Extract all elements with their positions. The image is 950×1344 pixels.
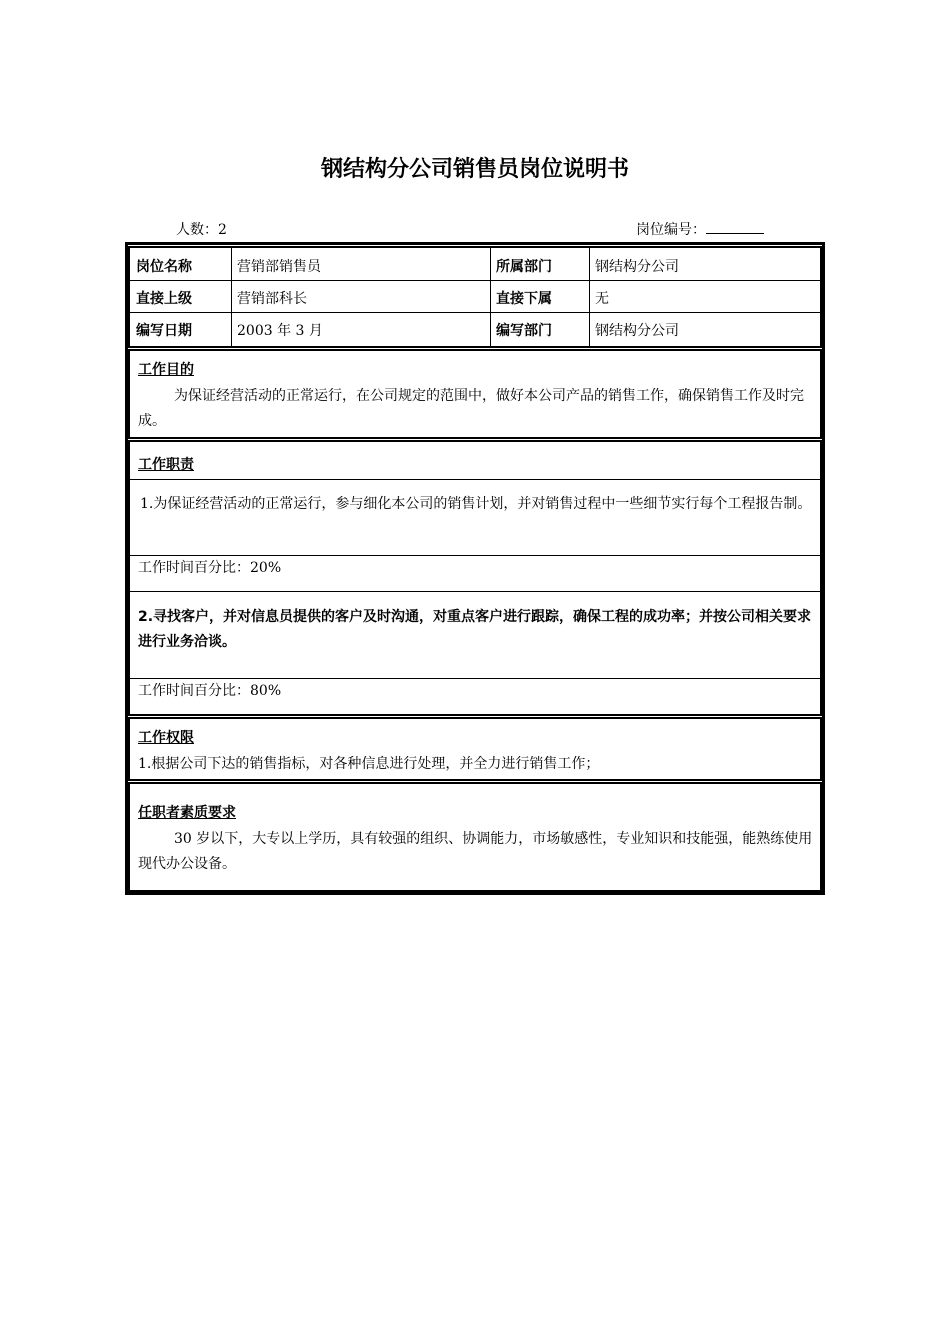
value-position-name: 营销部销售员 [237,259,321,275]
duty-2-text: 2.寻找客户，并对信息员提供的客户及时沟通，对重点客户进行跟踪，确保工程的成功率；并按公司相关要求进行业务洽谈。 [138,609,812,650]
page-title: 钢结构分公司销售员岗位说明书 [320,157,629,182]
section-qualifications [128,782,822,892]
authority-text: 1.根据公司下达的销售指标，对各种信息进行处理，并全力进行销售工作； [138,756,600,772]
position-code-blank [706,221,764,234]
duty-1-time: 工作时间百分比：20% [138,560,282,576]
purpose-heading: 工作目的 [138,362,194,378]
section-purpose [128,349,822,439]
authority-heading: 工作权限 [138,730,194,746]
qualifications-text: 30 岁以下，大专以上学历，具有较强的组织、协调能力，市场敏感性，专业知识和技能强，能熟练使用现代办公设备。 [138,831,813,872]
value-direct-subordinate: 无 [595,291,609,307]
qualifications-heading: 任职者素质要求 [138,805,236,821]
position-code [636,219,764,239]
duty-2-time: 工作时间百分比：80% [138,683,282,699]
section-authority [128,717,822,781]
label-department: 所属部门 [496,259,552,275]
info-table [128,246,822,348]
label-written-date: 编写日期 [136,323,192,339]
label-position-name: 岗位名称 [136,259,192,275]
position-code-label: 岗位编号： [636,222,706,238]
label-direct-subordinate: 直接下属 [496,291,552,307]
headcount: 人数：2 [176,222,227,238]
label-written-department: 编写部门 [496,323,552,339]
value-direct-superior: 营销部科长 [237,291,307,307]
value-written-department: 钢结构分公司 [595,323,679,339]
purpose-text: 为保证经营活动的正常运行，在公司规定的范围中，做好本公司产品的销售工作，确保销售工作及时完成。 [138,388,804,429]
value-department: 钢结构分公司 [595,259,679,275]
duties-heading: 工作职责 [138,457,194,473]
duty-1-text: 1.为保证经营活动的正常运行，参与细化本公司的销售计划，并对销售过程中一些细节实行每个工程报告制。 [140,496,812,512]
value-written-date: 2003 年 3 月 [237,323,323,339]
section-duties [128,440,822,716]
label-direct-superior: 直接上级 [136,291,192,307]
